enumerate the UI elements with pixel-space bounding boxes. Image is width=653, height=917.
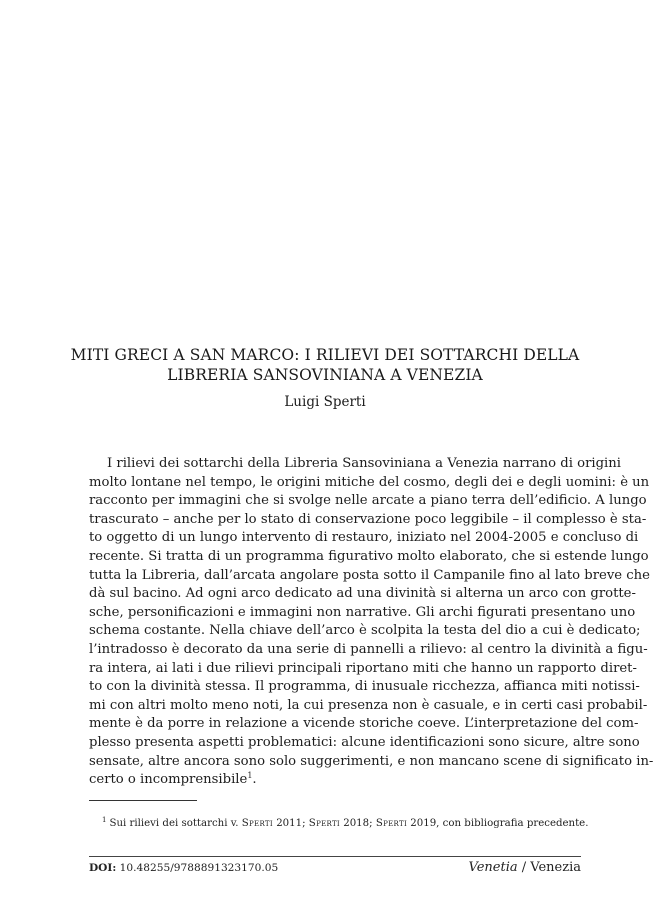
footnote-divider bbox=[89, 800, 197, 801]
footer-divider bbox=[89, 856, 581, 857]
abstract-line: sche, personificazioni e immagini non narrative. Gli archi figurati presentano uno bbox=[89, 604, 636, 620]
abstract-line: mi con altri molto meno noti, la cui presenza non è casuale, e in certi casi probabil- bbox=[89, 697, 648, 713]
journal-title: Venetia bbox=[468, 860, 518, 875]
abstract-line: schema costante. Nella chiave dell’arco è scolpita la testa del dio a cui è dedicato; bbox=[89, 623, 641, 639]
footnote bbox=[102, 818, 588, 829]
abstract-line: l’intradosso è decorato da una serie di pannelli a rilievo: al centro la divinità a figu- bbox=[89, 641, 648, 657]
abstract-line: to oggetto di un lungo intervento di restauro, iniziato nel 2004-2005 e concluso di bbox=[89, 530, 639, 546]
author-name: Luigi Sperti bbox=[284, 394, 366, 410]
abstract-line: dà sul bacino. Ad ogni arco dedicato ad una divinità si alterna un arco con grotte- bbox=[89, 586, 636, 602]
doi bbox=[89, 862, 278, 874]
doi-label: DOI: bbox=[89, 862, 117, 874]
footnote-marker: 1 bbox=[102, 816, 107, 824]
abstract-line: plesso presenta aspetti problematici: alcune identificazioni sono sicure, altre sono bbox=[89, 734, 640, 750]
doi-link[interactable]: 10.48255/9788891323170.05 bbox=[116, 862, 279, 874]
abstract-last-line bbox=[89, 771, 581, 790]
abstract-line: I rilievi dei sottarchi della Libreria Sansoviniana a Venezia narrano di origini bbox=[107, 456, 621, 471]
journal-separator: / bbox=[517, 860, 531, 875]
footnote-ref-author: Sperti bbox=[241, 818, 273, 829]
journal-place: Venezia bbox=[530, 860, 581, 875]
abstract-line: to con la divinità stessa. Il programma, di inusuale ricchezza, affianca miti notissi- bbox=[89, 679, 640, 695]
abstract-line: sensate, altre ancora sono solo suggerimenti, e non mancano scene di significato in- bbox=[89, 753, 653, 769]
footnote-ref-year: 2011; bbox=[272, 818, 309, 829]
title-line-2: LIBRERIA SANSOVINIANA A VENEZIA bbox=[167, 366, 483, 384]
footnote-ref-author: Sperti bbox=[375, 818, 408, 829]
abstract-paragraph bbox=[89, 455, 653, 790]
journal-name bbox=[469, 860, 581, 875]
footnote-reference[interactable]: 1 bbox=[247, 771, 253, 781]
abstract-line-text: certo o incomprensibile bbox=[89, 772, 248, 788]
abstract-line: molto lontane nel tempo, le origini mitiche del cosmo, degli dei e degli uomini: è un bbox=[89, 474, 650, 490]
abstract-line: trascurato – anche per lo stato di conservazione poco leggibile – il complesso è sta- bbox=[89, 511, 647, 527]
footnote-prefix: Sui rilievi dei sottarchi v. bbox=[109, 818, 242, 829]
footnote-ref-year: 2018; bbox=[339, 818, 376, 829]
abstract-line: tutta la Libreria, dall’arcata angolare posta sotto il Campanile fino al lato breve che bbox=[89, 567, 650, 583]
footnote-ref-year: 2019, con bibliografia precedente. bbox=[407, 818, 589, 829]
abstract-line: mente è da porre in relazione a vicende storiche coeve. L’interpretazione del com- bbox=[89, 716, 639, 732]
title-line-1: MITI GRECI A SAN MARCO: I RILIEVI DEI SOTTARCHI DELLA bbox=[70, 346, 580, 364]
abstract-end-period: . bbox=[252, 772, 257, 788]
abstract-line: racconto per immagini che si svolge nelle arcate a piano terra dell’edificio. A lungo bbox=[89, 493, 647, 509]
abstract-line: recente. Si tratta di un programma figurativo molto elaborato, che si estende lungo bbox=[89, 548, 649, 564]
abstract-line: ra intera, ai lati i due rilievi principali riportano miti che hanno un rapporto diret- bbox=[89, 660, 637, 676]
footnote-ref-author: Sperti bbox=[308, 818, 340, 829]
article-title bbox=[0, 345, 650, 385]
